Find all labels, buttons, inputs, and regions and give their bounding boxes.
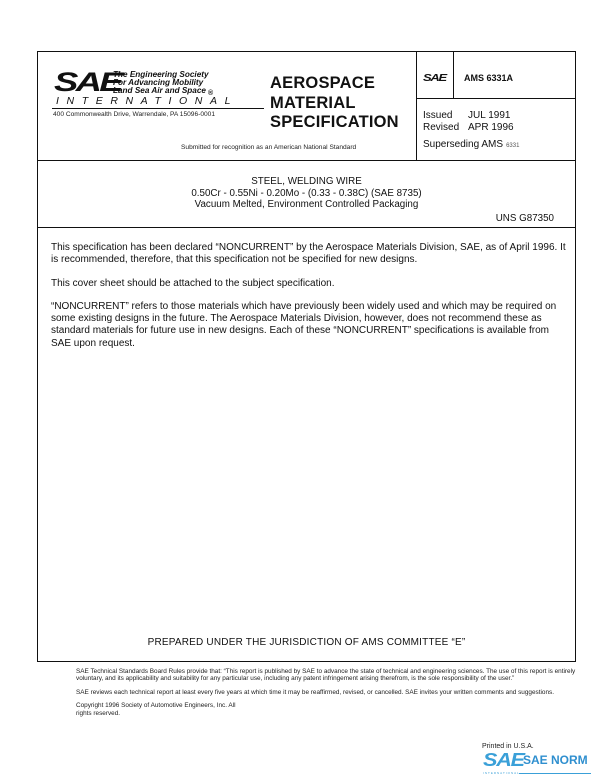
sae-tagline: The Engineering Society For Advancing Mobility Land Sea Air and Space ®	[113, 70, 214, 97]
sae-small-logo-icon: SAE	[423, 73, 446, 84]
committee-jurisdiction: PREPARED UNDER THE JURISDICTION OF AMS COMMITTEE “E”	[147, 637, 466, 648]
legal-footer	[76, 668, 576, 723]
footer-paragraph: SAE reviews each technical report at least every five years at which time it may be reaffirmed, revised, or cancelled. SAE invites your written comments and suggestions.	[76, 688, 554, 696]
international-wordmark: INTERNATIONAL	[56, 95, 239, 107]
divider	[519, 773, 591, 774]
copyright: Copyright 1996 Society of Automotive Engineers, Inc. All rights reserved.	[76, 702, 236, 717]
header-bottom-rule	[38, 160, 575, 161]
superseding-info: Superseding AMS 6331	[423, 139, 520, 150]
paragraph: This cover sheet should be attached to the subject specification.	[51, 277, 335, 289]
document-type-title: AEROSPACE MATERIAL SPECIFICATION	[270, 74, 399, 131]
specification-title: STEEL, WELDING WIRE 0.50Cr - 0.55Ni - 0.20Mo - (0.33 - 0.38C) (SAE 8735) Vacuum Melted, Environment Controlled Packaging	[191, 176, 422, 211]
divider	[416, 98, 575, 99]
divider	[416, 52, 417, 160]
revised-date: APR 1996	[468, 121, 514, 133]
paragraph: “NONCURRENT” refers to those materials which have previously been widely used and which may be required on some existing designs in the future. The Aerospace Materials Division, however, does not recommend these as standard materials for future use in new designs. Each of these “NONCURRENT” specifications is available from SAE upon request.	[51, 300, 557, 349]
document-number: AMS 6331A	[464, 73, 514, 83]
sae-norm-watermark: SAE SAE NORM INTERNATIONAL	[483, 750, 598, 778]
divider	[453, 52, 454, 98]
noncurrent-notice	[51, 242, 567, 361]
sae-logo-icon: SAE	[54, 67, 121, 97]
document-frame	[37, 51, 576, 662]
address: 400 Commonwealth Drive, Warrendale, PA 15096-0001	[53, 111, 215, 118]
paragraph: This specification has been declared “NONCURRENT” by the Aerospace Materials Division, SAE, as of April 1996. It is recommended, therefore, that this specification not be specified for new designs.	[51, 242, 566, 266]
sae-watermark-icon: SAE	[483, 750, 524, 770]
issued-date: JUL 1991	[468, 110, 511, 121]
uns-number: UNS G87350	[495, 213, 554, 224]
superseded-number: 6331	[506, 143, 520, 149]
ansi-submission-note: Submitted for recognition as an American National Standard	[181, 144, 357, 151]
watermark-text: SAE NORM	[523, 753, 588, 767]
divider	[52, 108, 264, 109]
printed-in-usa: Printed in U.S.A.	[482, 743, 534, 750]
title-bottom-rule	[38, 227, 575, 228]
issue-dates: Issued JUL 1991 Revised APR 1996	[423, 110, 514, 133]
footer-paragraph: SAE Technical Standards Board Rules provide that: “This report is published by SAE to advance the state of technical and engineering sciences. The use of this report is entirely voluntary, and its applicability and suitability for any particular use, including any patent infringement arising therefrom, is the sole responsibility of the user.”	[76, 668, 576, 683]
registered-mark: ®	[207, 90, 214, 97]
